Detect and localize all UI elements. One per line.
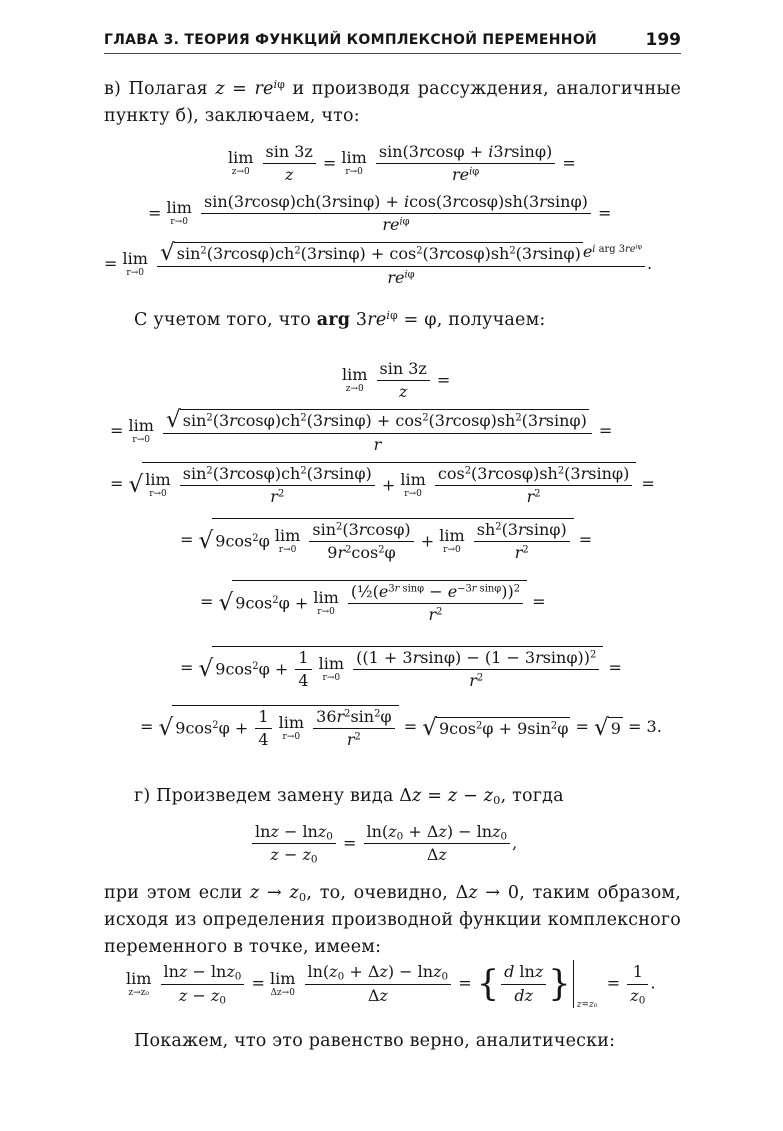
limit-operator: lim r→0: [274, 526, 301, 556]
inline-formula-z-polar: $z = re^{i\varphi}$: [215, 78, 286, 99]
paragraph-g-intro-suffix: , тогда: [500, 786, 564, 806]
limit-operator: lim r→0: [128, 415, 154, 445]
equation-exponential-form: = $√9\cos^2\varphi$ + lim r→0 $\frac{(\frac{1}{2}(e^{3r sin\varphi} - e^{-3r sin\varphi}))^2}{r^2}$ =: [200, 582, 546, 625]
limit-operator: lim z→z₀: [126, 968, 152, 998]
square-root: √ lim r→0 $\frac{\sin^2(3rcos\varphi)ch^2(3rsin\varphi)}{r^2}$ + lim r→0 $\frac{\cos^2(3rcos\varphi)sh^2(3rsin\varphi)}{r^2}$: [129, 462, 637, 507]
equation-taylor-form: = $√9\cos^2\varphi$ + $\frac{1}{4}$ lim r→0 $\frac{((1 + 3rsin\varphi) - (1 - 3rsin\varphi))^2}{r^2}$ =: [180, 648, 622, 691]
square-root: $√9\cos^2\varphi$ + $\frac{1}{4}$ lim r→0 $\frac{36r^2\sin^2\varphi}{r^2}$: [159, 705, 399, 750]
paragraph-g-explain-suffix: , таким образом, исходя из определения производной функции комплексного переменного в точке, имеем:: [104, 883, 681, 957]
paragraph-arg-note-prefix: С учетом того, что: [134, 310, 317, 330]
equation-lhs-restated: lim z→0 $\frac{\sin 3z}{z}$ =: [342, 359, 451, 402]
paragraph-final: Покажем, что это равенство верно, аналитически:: [134, 1031, 616, 1051]
equation-v-line-3: = lim r→0 √ $\sin^2(3rcos\varphi)ch^2(3rsin\varphi) + \cos^2(3rcos\varphi)sh^2(3rsin\varphi)$ $e^{i arg 3re^{i\varphi}}$ $re^{i\varphi}$ .: [104, 239, 653, 288]
paragraph-arg-note-suffix: , получаем:: [436, 310, 546, 330]
paragraph-g-intro-prefix: г) Произведем замену вида: [134, 786, 400, 806]
equation-split-limits: = √ lim r→0 $\frac{\sin^2(3rcos\varphi)ch^2(3rsin\varphi)}{r^2}$ + lim r→0 $\frac{\cos^2(3rcos\varphi)sh^2(3rsin\varphi)}{r^2}$ =: [110, 464, 655, 507]
fraction-modulus-form: √ $\sin^2(3rcos\varphi)ch^2(3rsin\varphi) + \cos^2(3rcos\varphi)sh^2(3rsin\varphi)$ $e^{i arg 3re^{i\varphi}}$ $re^{i\varphi}$: [157, 241, 645, 288]
fraction-sin3z-over-z: $\frac{\sin 3z}{z}$: [377, 360, 430, 402]
page-number: 199: [645, 30, 681, 50]
paragraph-g-explain-prefix: при этом если: [104, 883, 251, 903]
limit-operator: lim r→0: [313, 588, 339, 618]
paragraph-g-explain-middle: , то, очевидно,: [306, 883, 456, 903]
equation-v-line-1: lim z→0 $\frac{\sin 3z}{z}$ = lim r→0 $\frac{\sin(3rcos\varphi + i3rsin\varphi)}{re^{i\varphi}}$ =: [228, 142, 576, 185]
paragraph-v-intro-suffix: и производя рассуждения, аналогичные пункту б), заключаем, что:: [104, 79, 682, 126]
inline-formula-z-to-z0: $z \to z_0$: [250, 883, 307, 904]
limit-operator: lim r→0: [341, 148, 367, 178]
running-head: ГЛАВА 3. ТЕОРИЯ ФУНКЦИЙ КОМПЛЕКСНОЙ ПЕРЕМЕННОЙ: [104, 32, 598, 48]
square-root: √ $9\cos^2\varphi + 9\sin^2\varphi$: [422, 713, 569, 741]
inline-formula-delta-z: $\Delta z = z - z_0$: [399, 786, 501, 807]
page-header: [104, 27, 681, 54]
equation-cos-factor: = $√9\cos^2\varphi$ lim r→0 $\frac{\sin^2(3rcos\varphi)}{9r^2\cos^2\varphi}$ + lim r→0 $\frac{sh^2(3rsin\varphi)}{r^2}$ =: [180, 520, 593, 563]
square-root: $√9\cos^2\varphi$ + lim r→0 $\frac{(\frac{1}{2}(e^{3r sin\varphi} - e^{-3r sin\varphi}))^2}{r^2}$: [219, 580, 528, 625]
limit-operator: lim r→0: [318, 654, 345, 684]
limit-operator: lim r→0: [145, 470, 171, 500]
equation-modulus-over-r: = lim r→0 $\frac{√ \sin^2(3rcos\varphi)ch^2(3rsin\varphi) + \cos^2(3rcos\varphi)sh^2(3rsin\varphi)}{r}$ =: [110, 406, 613, 455]
paragraph-g-intro: [134, 783, 681, 810]
limit-operator: lim r→0: [278, 713, 305, 743]
square-root: √ 9: [593, 713, 621, 741]
square-root: $√9\cos^2\varphi$ + $\frac{1}{4}$ lim r→0 $\frac{((1 + 3rsin\varphi) - (1 - 3rsin\varphi))^2}{r^2}$: [199, 646, 604, 691]
fraction-modulus-over-r: $\frac{√ \sin^2(3rcos\varphi)ch^2(3rsin\varphi) + \cos^2(3rcos\varphi)sh^2(3rsin\varphi)}{r}$: [163, 408, 592, 455]
equation-derivative-definition: lim z→z₀ $\frac{\ln z - \ln z_0}{z - z_0}$ = lim Δz→0 $\frac{\ln(z_0 + \Delta z) - \ln z_0}{\Delta z}$ = { $\frac{\text{d lnz}}{dz}$ } z=z₀ = $\frac{1}{z_0}$ .: [126, 960, 655, 1008]
equation-v-line-2: = lim r→0 $\frac{\sin(3rcos\varphi)ch(3rsin\varphi) + icos(3rcos\varphi)sh(3rsin\varphi)}{re^{i\varphi}}$ =: [148, 192, 612, 235]
inline-formula-dz-to-0: Δz → 0: [455, 883, 520, 903]
limit-operator: lim r→0: [166, 198, 192, 228]
fraction-sin-polar: $\frac{\sin(3rcos\varphi + i3rsin\varphi)}{re^{i\varphi}}$: [376, 143, 555, 185]
inline-formula-arg: arg $3re^{i\varphi} = \varphi$: [316, 309, 437, 330]
fraction-sin3z-over-z: $\frac{\sin 3z}{z}$: [263, 143, 316, 185]
limit-operator: lim z→0: [228, 148, 254, 178]
limit-operator: lim r→0: [400, 470, 426, 500]
evaluation-bar: z=z₀: [573, 960, 602, 1008]
square-root: $√9\cos^2\varphi$ lim r→0 $\frac{\sin^2(3rcos\varphi)}{9r^2\cos^2\varphi}$ + lim r→0 $\frac{sh^2(3rsin\varphi)}{r^2}$: [199, 518, 574, 563]
equation-final-result: = $√9\cos^2\varphi$ + $\frac{1}{4}$ lim r→0 $\frac{36r^2\sin^2\varphi}{r^2}$ = √ $9\cos^2\varphi + 9\sin^2\varphi$ = √ 9 = 3.: [140, 707, 662, 750]
limit-operator: lim r→0: [439, 526, 465, 556]
paragraph-g-explain: [104, 880, 681, 961]
paragraph-v-intro-prefix: в) Полагая: [104, 79, 216, 99]
result-value: 3: [646, 716, 657, 736]
paragraph-v-intro: [104, 76, 681, 130]
paragraph-arg-note: [134, 307, 681, 334]
fraction-expanded-sin: $\frac{\sin(3rcos\varphi)ch(3rsin\varphi) + icos(3rcos\varphi)sh(3rsin\varphi)}{re^{i\varphi}}$: [201, 193, 591, 235]
limit-operator: lim Δz→0: [270, 968, 296, 998]
limit-operator: lim z→0: [342, 365, 368, 395]
limit-operator: lim r→0: [122, 248, 148, 278]
equation-log-difference: $\frac{\ln z - \ln z_0}{z - z_0}$ = $\frac{\ln(z_0 + \Delta z) - \ln z_0}{\Delta z}$ ,: [250, 823, 517, 865]
